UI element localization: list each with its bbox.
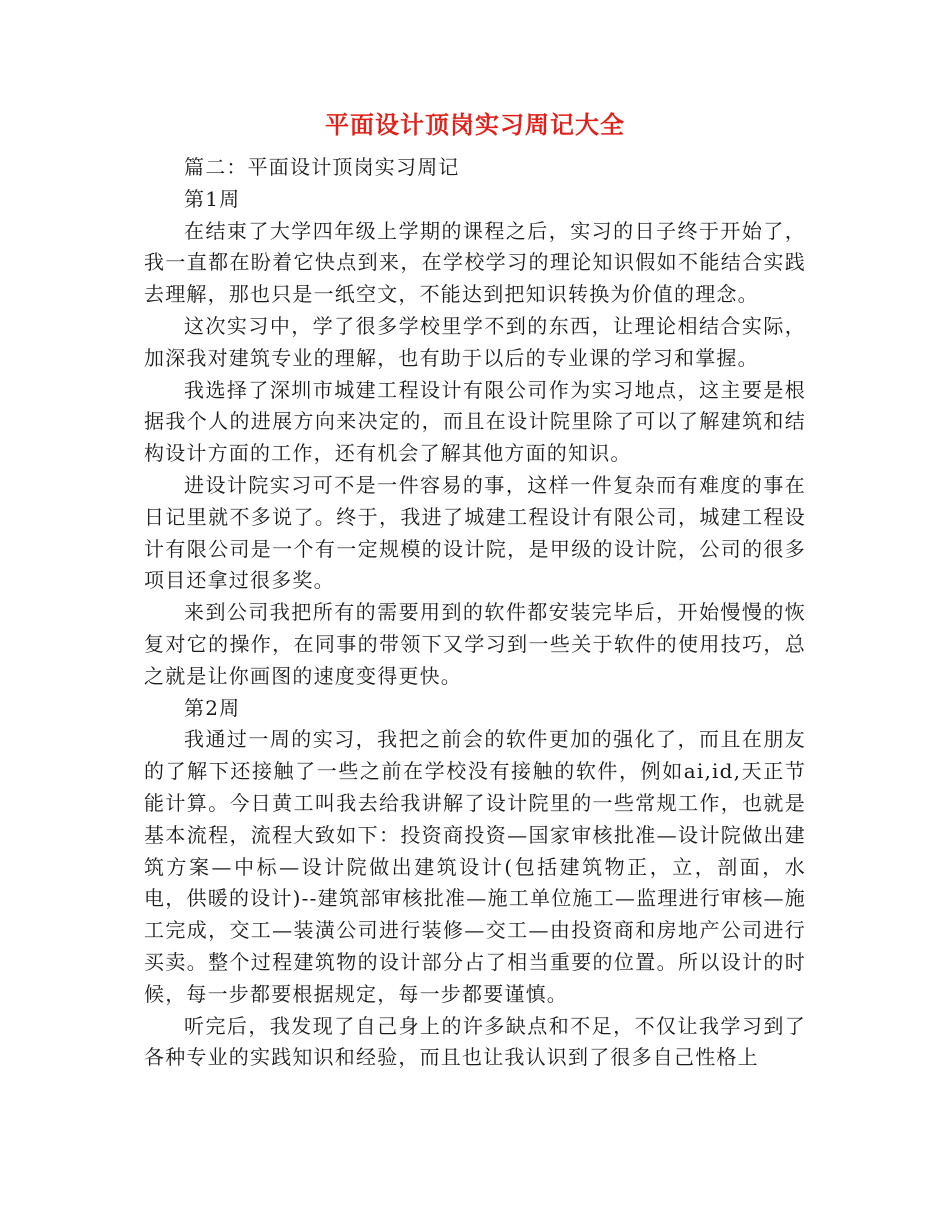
document-page <box>144 100 806 1074</box>
paragraph: 这次实习中，学了很多学校里学不到的东西，让理论相结合实际，加深我对建筑专业的理解，也有助于以后的专业课的学习和掌握。 <box>144 313 806 370</box>
paragraph: 来到公司我把所有的需要用到的软件都安装完毕后，开始慢慢的恢复对它的操作，在同事的带领下又学习到一些关于软件的使用技巧，总之就是让你画图的速度变得更快。 <box>144 600 806 688</box>
subtitle: 篇二：平面设计顶岗实习周记 <box>184 155 460 179</box>
paragraph: 在结束了大学四年级上学期的课程之后，实习的日子终于开始了，我一直都在盼着它快点到来，在学校学习的理论知识假如不能结合实践去理解，那也只是一纸空文，不能达到把知识转换为价值的理念。 <box>144 218 806 307</box>
week-heading: 第2周 <box>184 695 241 720</box>
paragraph: 我选择了深圳市城建工程设计有限公司作为实习地点，这主要是根据我个人的进展方向来决定的，而且在设计院里除了可以了解建筑和结构设计方面的工作，还有机会了解其他方面的知识。 <box>144 377 806 466</box>
document-title: 平面设计顶岗实习周记大全 <box>325 110 625 139</box>
paragraph: 进设计院实习可不是一件容易的事，这样一件复杂而有难度的事在日记里就不多说了。终于，我进了城建工程设计有限公司，城建工程设计有限公司是一个有一定规模的设计院，是甲级的设计院，公司的很多项目还拿过很多奖。 <box>144 472 806 593</box>
paragraph: 听完后，我发现了自己身上的许多缺点和不足，不仅让我学习到了各种专业的实践知识和经验，而且也让我认识到了很多自己性格上 <box>144 1013 806 1070</box>
week-heading: 第1周 <box>184 186 241 211</box>
paragraph: 我通过一周的实习，我把之前会的软件更加的强化了，而且在朋友的了解下还接触了一些之前在学校没有接触的软件，例如ai,id,天正节能计算。今日黄工叫我去给我讲解了设计院里的一些常规工作，也就是基本流程，流程大致如下：投资商投资—国家审核批准—设计院做出建筑方案—中标—设计院做出建筑设计(包括建筑物正，立，剖面，水电，供暖的设计)--建筑部审核批准—施工单位施工—监理进行审核—施工完成，交工—装潢公司进行装修—交工—由投资商和房地产公司进行买卖。整个过程建筑物的设计部分占了相当重要的位置。所以设计的时候，每一步都要根据规定，每一步都要谨慎。 <box>144 727 806 1006</box>
